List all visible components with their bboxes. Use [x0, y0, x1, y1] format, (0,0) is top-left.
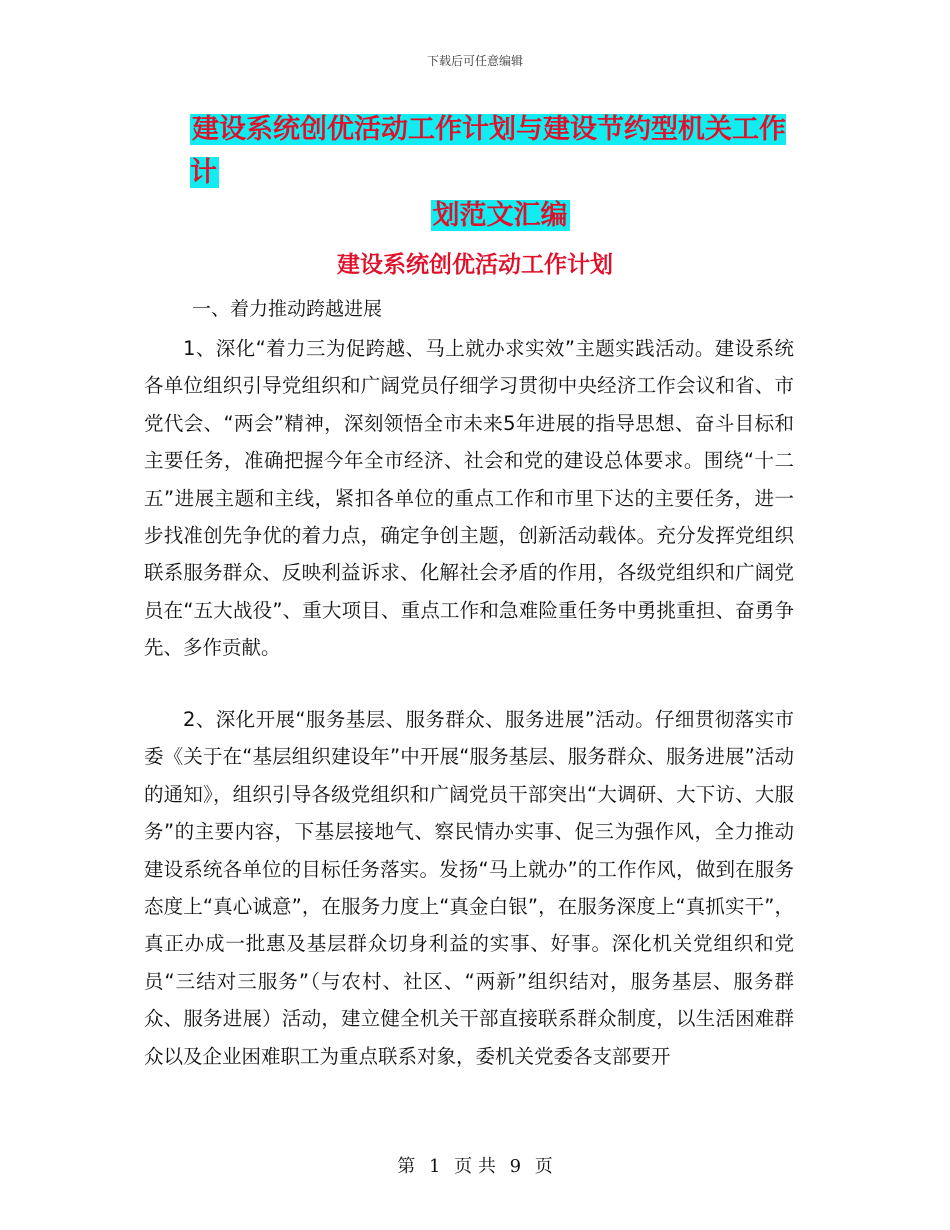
document-title [190, 108, 810, 237]
footer-page-number: 1 [428, 1156, 441, 1177]
footer-total-pages: 9 [509, 1156, 522, 1177]
heading-1: 一、着力推动跨越进展 [192, 298, 383, 320]
page-footer [0, 1152, 950, 1178]
header-note: 下载后可任意编辑 [426, 54, 523, 68]
footer-middle: 页 共 [454, 1156, 496, 1177]
section-title: 建设系统创优活动工作计划 [337, 252, 613, 278]
paragraph-2: 2、深化开展“服务基层、服务群众、服务进展”活动。仔细贯彻落实市委《关于在“基层组织建设年”中开展“服务基层、服务群众、服务进展”活动的通知》，组织引导各级党组织和广阔党员干部突出“大调研、大下访、大服务”的主要内容，下基层接地气、察民情办实事、促三为强作风，全力推动建设系统各单位的目标任务落实。发扬“马上就办”的工作作风，做到在服务态度上“真心诚意”，在服务力度上“真金白银”，在服务深度上“真抓实干”，真正办成一批惠及基层群众切身利益的实事、好事。深化机关党组织和党员“三结对三服务”（与农村、社区、“两新”组织结对，服务基层、服务群众、服务进展）活动，建立健全机关干部直接联系群众制度，以生活困难群众以及企业困难职工为重点联系对象，委机关党委各支部要开 [144, 708, 794, 1068]
document-title-line-2: 划范文汇编 [432, 200, 568, 231]
footer-prefix: 第 [397, 1156, 416, 1177]
footer-suffix: 页 [534, 1156, 553, 1177]
paragraph-1: 1、深化“着力三为促跨越、马上就办求实效”主题实践活动。建设系统各单位组织引导党组织和广阔党员仔细学习贯彻中央经济工作会议和省、市党代会、“两会”精神，深刻领悟全市未来5年进展的指导思想、奋斗目标和主要任务，准确把握今年全市经济、社会和党的建设总体要求。围绕“十二五”进展主题和主线，紧扣各单位的重点工作和市里下达的主要任务，进一步找准创先争优的着力点，确定争创主题，创新活动载体。充分发挥党组织联系服务群众、反映利益诉求、化解社会矛盾的作用，各级党组织和广阔党员在“五大战役”、重大项目、重点工作和急难险重任务中勇挑重担、奋勇争先、多作贡献。 [144, 337, 794, 660]
document-title-line-1: 建设系统创优活动工作计划与建设节约型机关工作计 [190, 114, 786, 188]
